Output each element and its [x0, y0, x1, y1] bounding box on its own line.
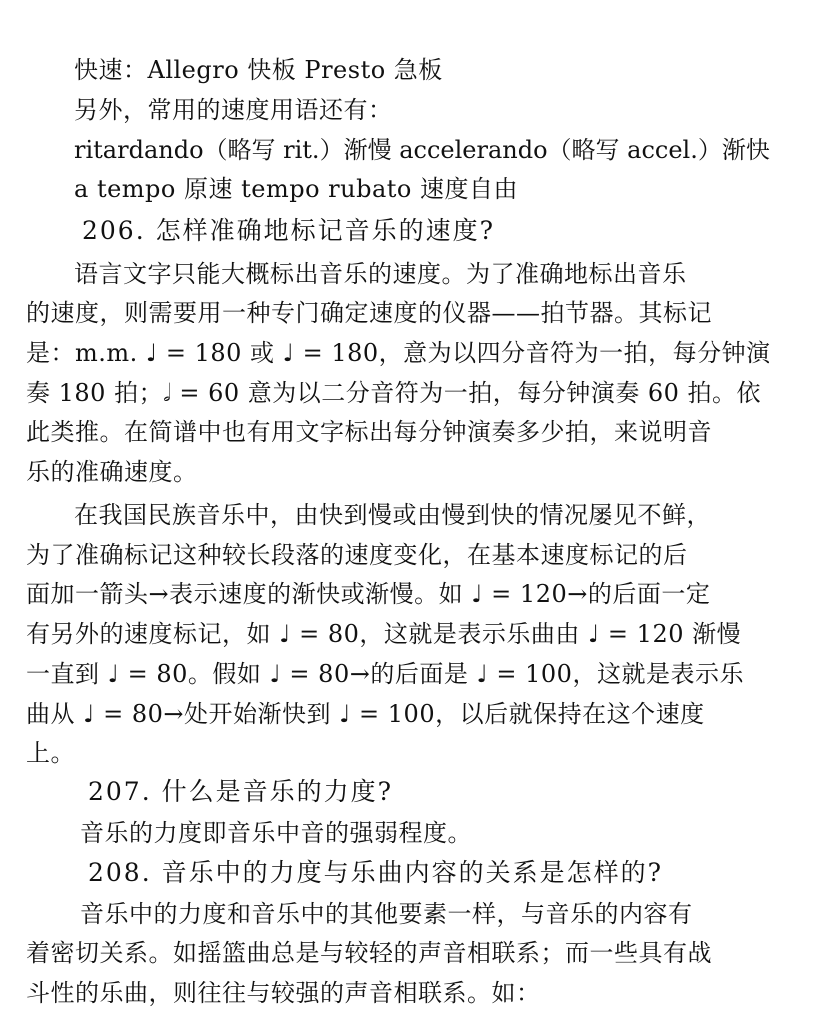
paragraph-206-line-2: 的速度，则需要用一种专门确定速度的仪器——拍节器。其标记 [26, 299, 712, 327]
question-208-heading: 208. 音乐中的力度与乐曲内容的关系是怎样的? [88, 858, 664, 887]
paragraph-208-line-1: 音乐中的力度和音乐中的其他要素一样，与音乐的内容有 [80, 900, 693, 928]
paragraph-folk-line-2: 为了准确标记这种较长段落的速度变化，在基本速度标记的后 [26, 541, 688, 569]
tempo-terms-intro: 另外，常用的速度用语还有： [74, 96, 393, 124]
paragraph-folk-line-1: 在我国民族音乐中，由快到慢或由慢到快的情况屡见不鲜， [74, 501, 711, 529]
paragraph-206-line-3: 是：m.m. ♩ = 180 或 ♩ = 180，意为以四分音符为一拍，每分钟演 [26, 339, 771, 367]
paragraph-208-line-2: 着密切关系。如摇篮曲总是与较轻的声音相联系；而一些具有战 [26, 939, 712, 967]
tempo-terms-fast: 快速：Allegro 快板 Presto 急板 [74, 56, 443, 84]
paragraph-folk-line-7: 上。 [26, 739, 75, 767]
paragraph-208-line-3: 斗性的乐曲，则往往与较强的声音相联系。如： [26, 979, 541, 1007]
question-206-heading: 206. 怎样准确地标记音乐的速度? [82, 216, 496, 245]
answer-207: 音乐的力度即音乐中音的强弱程度。 [80, 819, 472, 847]
paragraph-206-line-4: 奏 180 拍；𝅗𝅥 = 60 意为以二分音符为一拍，每分钟演奏 60 拍。依 [26, 379, 762, 407]
paragraph-206-line-1: 语言文字只能大概标出音乐的速度。为了准确地标出音乐 [74, 260, 687, 288]
paragraph-206-line-6: 乐的准确速度。 [26, 458, 198, 486]
paragraph-206-line-5: 此类推。在简谱中也有用文字标出每分钟演奏多少拍，来说明音 [26, 418, 712, 446]
question-207-heading: 207. 什么是音乐的力度? [88, 777, 394, 806]
paragraph-folk-line-5: 一直到 ♩ = 80。假如 ♩ = 80→的后面是 ♩ = 100，这就是表示乐 [26, 660, 744, 688]
tempo-terms-a-tempo: a tempo 原速 tempo rubato 速度自由 [74, 175, 518, 203]
paragraph-folk-line-4: 有另外的速度标记，如 ♩ = 80，这就是表示乐曲由 ♩ = 120 渐慢 [26, 620, 742, 648]
paragraph-folk-line-6: 曲从 ♩ = 80→处开始渐快到 ♩ = 100，以后就保持在这个速度 [26, 700, 705, 728]
paragraph-folk-line-3: 面加一箭头→表示速度的渐快或渐慢。如 ♩ = 120→的后面一定 [26, 580, 711, 608]
tempo-terms-rit-accel: ritardando（略写 rit.）渐慢 accelerando（略写 accel.）渐快 [74, 136, 770, 164]
